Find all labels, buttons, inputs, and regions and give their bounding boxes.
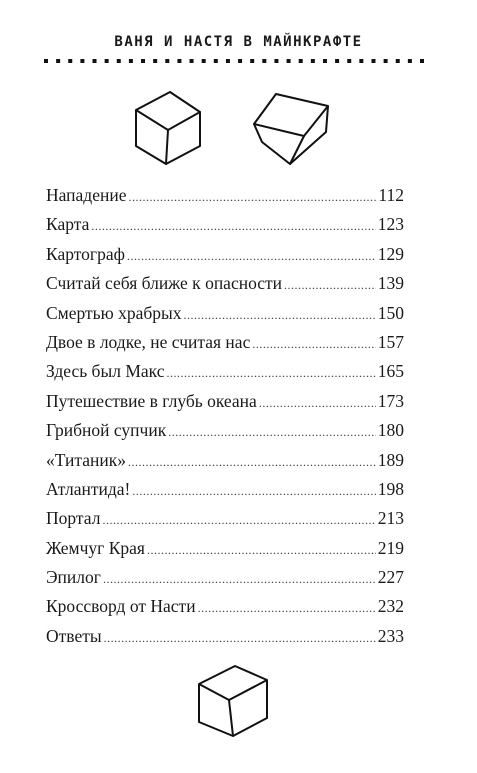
toc-entry-title: Эпилог bbox=[46, 567, 101, 588]
toc-dot-leader bbox=[132, 477, 375, 506]
toc-entry-title: Считай себя ближе к опасности bbox=[46, 273, 283, 294]
toc-entry-page: 150 bbox=[377, 302, 404, 323]
toc-entry bbox=[46, 269, 404, 298]
toc-entry bbox=[46, 416, 404, 445]
header-dot bbox=[396, 59, 400, 63]
toc-dot-leader bbox=[103, 565, 376, 594]
header-dot bbox=[250, 59, 254, 63]
toc-entry bbox=[46, 504, 404, 533]
toc-dot-leader bbox=[91, 212, 375, 241]
toc-entry-page: 112 bbox=[378, 185, 404, 205]
toc-entry bbox=[46, 622, 404, 651]
cube-icon bbox=[130, 88, 206, 168]
toc-entry bbox=[46, 240, 404, 269]
header-dot bbox=[384, 59, 388, 63]
toc-entry-title: Кроссворд от Насти bbox=[46, 596, 196, 617]
header-dot bbox=[323, 59, 327, 63]
toc-entry-page: 213 bbox=[377, 508, 404, 529]
header-dot bbox=[141, 59, 145, 63]
toc-entry-page: 173 bbox=[377, 390, 404, 411]
toc-entry bbox=[46, 592, 404, 621]
header-dot bbox=[80, 59, 84, 63]
header-title: ВАНЯ И НАСТЯ В МАЙНКРАФТЕ bbox=[114, 34, 363, 50]
header-dot bbox=[153, 59, 157, 63]
toc-entry-title: Смертью храбрых bbox=[46, 302, 182, 323]
header-dot bbox=[93, 59, 97, 63]
toc-entry-page: 165 bbox=[377, 361, 404, 382]
table-of-contents bbox=[46, 181, 404, 651]
toc-entry-page: 129 bbox=[377, 243, 404, 264]
header-dot bbox=[105, 59, 109, 63]
toc-entry bbox=[46, 328, 404, 357]
toc-entry-title: Атлантида! bbox=[46, 478, 131, 499]
toc-entry-title: Грибной супчик bbox=[46, 420, 167, 441]
header-dot bbox=[68, 59, 72, 63]
toc-entry-page: 233 bbox=[377, 625, 404, 646]
toc-dot-leader bbox=[284, 271, 376, 300]
header-dot bbox=[226, 59, 230, 63]
toc-entry-page: 232 bbox=[377, 596, 404, 617]
toc-entry bbox=[46, 446, 404, 475]
header-dot bbox=[262, 59, 266, 63]
toc-entry bbox=[46, 181, 404, 210]
header-dot bbox=[420, 59, 424, 63]
toc-entry-title: «Титаник» bbox=[46, 449, 126, 470]
toc-entry bbox=[46, 563, 404, 592]
toc-dot-leader bbox=[128, 448, 376, 477]
toc-dot-leader bbox=[127, 242, 376, 271]
header-dot bbox=[202, 59, 206, 63]
toc-entry bbox=[46, 299, 404, 328]
header-dot bbox=[177, 59, 181, 63]
header-dot bbox=[371, 59, 375, 63]
toc-dot-leader bbox=[147, 536, 376, 565]
toc-dot-leader bbox=[102, 506, 375, 535]
toc-entry bbox=[46, 534, 404, 563]
toc-entry-page: 123 bbox=[377, 214, 404, 235]
toc-dot-leader bbox=[259, 389, 376, 418]
toc-entry-page: 189 bbox=[377, 449, 404, 470]
toc-dot-leader bbox=[167, 359, 376, 388]
toc-dot-leader bbox=[198, 594, 376, 623]
header-dot bbox=[408, 59, 412, 63]
header-dotted-rule bbox=[44, 58, 424, 64]
toc-entry-title: Карта bbox=[46, 214, 90, 235]
toc-entry-page: 157 bbox=[377, 331, 404, 352]
toc-entry-page: 227 bbox=[377, 567, 404, 588]
toc-entry-page: 198 bbox=[377, 478, 404, 499]
header-dot bbox=[44, 59, 48, 63]
header-dot bbox=[287, 59, 291, 63]
toc-dot-leader bbox=[104, 624, 376, 653]
toc-dot-leader bbox=[184, 301, 376, 330]
header-dot bbox=[274, 59, 278, 63]
header-dot bbox=[190, 59, 194, 63]
tilted-cube-icon bbox=[248, 90, 334, 170]
toc-entry bbox=[46, 475, 404, 504]
toc-dot-leader bbox=[252, 330, 375, 359]
toc-entry bbox=[46, 357, 404, 386]
toc-entry-title: Двое в лодке, не считая нас bbox=[46, 331, 251, 352]
header-dot bbox=[238, 59, 242, 63]
toc-entry bbox=[46, 387, 404, 416]
toc-entry-page: 219 bbox=[377, 537, 404, 558]
toc-entry-page: 180 bbox=[377, 420, 404, 441]
toc-entry-title: Портал bbox=[46, 508, 101, 529]
header-dot bbox=[165, 59, 169, 63]
header-dot bbox=[311, 59, 315, 63]
toc-dot-leader bbox=[168, 418, 376, 447]
toc-entry-title: Здесь был Макс bbox=[46, 361, 165, 382]
toc-entry-title: Ответы bbox=[46, 625, 102, 646]
header-dot bbox=[129, 59, 133, 63]
toc-entry-title: Путешествие в глубь океана bbox=[46, 390, 257, 411]
toc-entry-page: 139 bbox=[377, 273, 404, 294]
header-dot bbox=[214, 59, 218, 63]
toc-entry-title: Жемчуг Края bbox=[46, 537, 145, 558]
header-dot bbox=[299, 59, 303, 63]
header-dot bbox=[347, 59, 351, 63]
header-dot bbox=[56, 59, 60, 63]
header-dot bbox=[359, 59, 363, 63]
toc-dot-leader bbox=[128, 183, 376, 212]
toc-entry-title: Картограф bbox=[46, 243, 125, 264]
header-dot bbox=[117, 59, 121, 63]
bottom-cube-icon bbox=[193, 662, 273, 740]
header-dot bbox=[335, 59, 339, 63]
toc-entry bbox=[46, 210, 404, 239]
toc-entry-title: Нападение bbox=[46, 185, 127, 205]
